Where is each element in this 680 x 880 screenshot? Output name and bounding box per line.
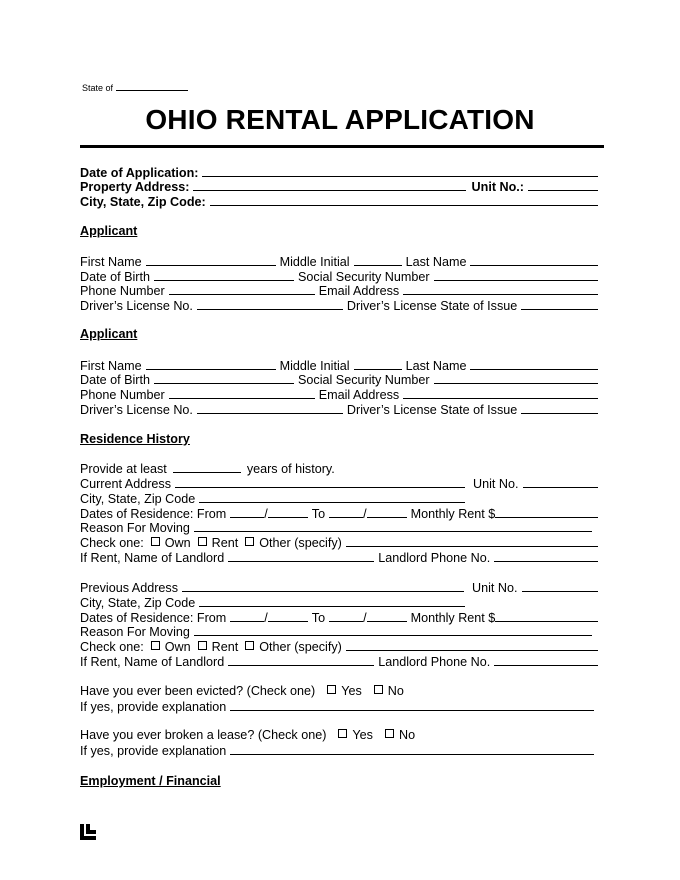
applicant-1-license-row (80, 298, 598, 314)
current-landlord-name-field[interactable] (228, 550, 374, 562)
broken-lease-no-checkbox[interactable] (385, 729, 394, 738)
current-own-checkbox[interactable] (151, 537, 160, 546)
eviction-explain-field[interactable] (230, 699, 594, 711)
current-address-row (80, 476, 598, 492)
previous-to-year-field[interactable] (367, 610, 407, 622)
phone-label: Phone Number (80, 284, 165, 298)
phone-label: Phone Number (80, 388, 165, 402)
previous-monthly-rent-field[interactable] (495, 610, 598, 622)
applicant-1-heading: Applicant (80, 224, 138, 238)
state-of-blank[interactable] (116, 82, 188, 91)
license-label: Driver’s License No. (80, 299, 193, 313)
applicant-2-dob-field[interactable] (154, 372, 294, 384)
to-label: To (311, 611, 326, 625)
property-address-field[interactable] (193, 179, 465, 191)
email-label: Email Address (318, 388, 400, 402)
eviction-explain-label: If yes, provide explanation (80, 700, 227, 714)
property-city-field[interactable] (210, 194, 598, 206)
applicant-2-email-field[interactable] (403, 387, 598, 399)
provide-prefix: Provide at least (80, 462, 167, 476)
eviction-yes-label: Yes (341, 684, 362, 698)
current-other-field[interactable] (346, 535, 598, 547)
previous-city-field[interactable] (199, 595, 465, 607)
broken-lease-question: Have you ever broken a lease? (Check one) (80, 728, 327, 742)
current-to-month-field[interactable] (329, 506, 363, 518)
current-landlord-row (80, 550, 598, 566)
state-of-label: State of (82, 83, 114, 93)
ssn-label: Social Security Number (298, 270, 430, 284)
previous-from-month-field[interactable] (230, 610, 264, 622)
license-state-label: Driver’s License State of Issue (346, 299, 518, 313)
applicant-1-name-row (80, 254, 598, 270)
applicant-1-phone-row (80, 283, 598, 299)
license-state-label: Driver’s License State of Issue (346, 403, 518, 417)
current-unit-field[interactable] (523, 476, 599, 488)
property-unit-label: Unit No.: (471, 180, 524, 194)
reason-label: Reason For Moving (80, 521, 190, 535)
property-address-label: Property Address: (80, 180, 190, 194)
previous-from-year-field[interactable] (268, 610, 308, 622)
current-check-row (80, 535, 598, 551)
eviction-explain-row (80, 699, 598, 715)
previous-check-row (80, 639, 598, 655)
dates-from-label: Dates of Residence: From (80, 507, 227, 521)
current-city-row (80, 491, 598, 507)
current-city-field[interactable] (199, 491, 465, 503)
applicant-1-last-name-field[interactable] (470, 254, 598, 266)
slash: / (363, 611, 367, 625)
residence-history-heading: Residence History (80, 432, 190, 446)
current-rent-checkbox[interactable] (198, 537, 207, 546)
broken-lease-explain-row (80, 743, 598, 759)
previous-address-label: Previous Address (80, 581, 179, 595)
previous-city-row (80, 595, 598, 611)
first-name-label: First Name (80, 255, 142, 269)
title-divider (80, 145, 604, 148)
previous-unit-field[interactable] (522, 580, 598, 592)
landlord-phone-label: Landlord Phone No. (378, 551, 491, 565)
applicant-2-ssn-field[interactable] (434, 372, 598, 384)
last-name-label: Last Name (405, 255, 467, 269)
eviction-question: Have you ever been evicted? (Check one) (80, 684, 316, 698)
applicant-2-heading: Applicant (80, 327, 138, 341)
other-label: Other (specify) (259, 536, 342, 550)
current-landlord-phone-field[interactable] (494, 550, 598, 562)
years-of-history-field[interactable] (173, 461, 241, 473)
current-monthly-rent-field[interactable] (495, 506, 598, 518)
previous-reason-field[interactable] (194, 624, 592, 636)
unit-label: Unit No. (472, 581, 518, 595)
slash: / (363, 507, 367, 521)
city-label: City, State, Zip Code (80, 492, 196, 506)
provide-suffix: years of history. (246, 462, 335, 476)
state-of-field (82, 82, 188, 93)
broken-lease-no-label: No (398, 728, 416, 742)
dob-label: Date of Birth (80, 373, 150, 387)
previous-rent-checkbox[interactable] (198, 641, 207, 650)
reason-label: Reason For Moving (80, 625, 190, 639)
rent-label: Rent (211, 536, 239, 550)
current-from-month-field[interactable] (230, 506, 264, 518)
first-name-label: First Name (80, 359, 142, 373)
current-reason-row (80, 520, 598, 536)
applicant-2-license-state-field[interactable] (521, 402, 598, 414)
monthly-rent-label: Monthly Rent $ (410, 611, 496, 625)
check-one-label: Check one: (80, 536, 144, 550)
previous-own-checkbox[interactable] (151, 641, 160, 650)
landlord-name-label: If Rent, Name of Landlord (80, 551, 225, 565)
applicant-1-phone-field[interactable] (169, 283, 315, 295)
previous-address-row (80, 580, 598, 596)
slash: / (264, 611, 268, 625)
previous-other-field[interactable] (346, 639, 598, 651)
check-one-label: Check one: (80, 640, 144, 654)
previous-landlord-row (80, 654, 598, 670)
applicant-2-phone-field[interactable] (169, 387, 315, 399)
previous-to-month-field[interactable] (329, 610, 363, 622)
applicant-1-ssn-field[interactable] (434, 269, 598, 281)
last-name-label: Last Name (405, 359, 467, 373)
own-label: Own (164, 640, 191, 654)
applicant-2-license-row (80, 402, 598, 418)
broken-lease-yes-label: Yes (352, 728, 373, 742)
applicant-2-dob-row (80, 372, 598, 388)
employment-financial-heading: Employment / Financial (80, 774, 221, 788)
property-address-row (80, 179, 598, 195)
broken-lease-question-row (80, 728, 598, 743)
years-of-history-row (80, 461, 598, 477)
applicant-2-phone-row (80, 387, 598, 403)
landlord-name-label: If Rent, Name of Landlord (80, 655, 225, 669)
current-address-label: Current Address (80, 477, 171, 491)
current-other-checkbox[interactable] (245, 537, 254, 546)
applicant-2-last-name-field[interactable] (470, 358, 598, 370)
applicant-2-middle-initial-field[interactable] (354, 358, 402, 370)
monthly-rent-label: Monthly Rent $ (410, 507, 496, 521)
to-label: To (311, 507, 326, 521)
previous-address-field[interactable] (182, 580, 464, 592)
broken-lease-explain-field[interactable] (230, 743, 594, 755)
property-unit-field[interactable] (528, 179, 598, 191)
eviction-no-label: No (387, 684, 404, 698)
landlord-phone-label: Landlord Phone No. (378, 655, 491, 669)
property-city-row (80, 194, 598, 210)
current-reason-field[interactable] (194, 520, 592, 532)
previous-other-checkbox[interactable] (245, 641, 254, 650)
current-to-year-field[interactable] (367, 506, 407, 518)
brand-logo-icon (80, 824, 96, 840)
applicant-1-middle-initial-field[interactable] (354, 254, 402, 266)
current-address-field[interactable] (175, 476, 465, 488)
applicant-1-dob-field[interactable] (154, 269, 294, 281)
slash: / (264, 507, 268, 521)
applicant-2-first-name-field[interactable] (146, 358, 276, 370)
current-from-year-field[interactable] (268, 506, 308, 518)
dob-label: Date of Birth (80, 270, 150, 284)
date-of-application-field[interactable] (202, 165, 598, 177)
applicant-1-license-state-field[interactable] (521, 298, 598, 310)
page-title: OHIO RENTAL APPLICATION (145, 104, 535, 135)
middle-initial-label: Middle Initial (279, 255, 350, 269)
dates-from-label: Dates of Residence: From (80, 611, 227, 625)
previous-landlord-name-field[interactable] (228, 654, 374, 666)
city-label: City, State, Zip Code (80, 596, 196, 610)
rent-label: Rent (211, 640, 239, 654)
email-label: Email Address (318, 284, 400, 298)
own-label: Own (164, 536, 191, 550)
property-city-label: City, State, Zip Code: (80, 195, 206, 209)
applicant-2-license-field[interactable] (197, 402, 343, 414)
previous-reason-row (80, 624, 598, 640)
eviction-question-row (80, 684, 598, 699)
applicant-1-first-name-field[interactable] (146, 254, 276, 266)
previous-landlord-phone-field[interactable] (494, 654, 598, 666)
broken-lease-explain-label: If yes, provide explanation (80, 744, 227, 758)
other-label: Other (specify) (259, 640, 342, 654)
broken-lease-yes-checkbox[interactable] (338, 729, 347, 738)
license-label: Driver’s License No. (80, 403, 193, 417)
date-of-application-label: Date of Application: (80, 166, 199, 180)
applicant-1-email-field[interactable] (403, 283, 598, 295)
applicant-1-license-field[interactable] (197, 298, 343, 310)
middle-initial-label: Middle Initial (279, 359, 350, 373)
eviction-yes-checkbox[interactable] (327, 685, 336, 694)
ssn-label: Social Security Number (298, 373, 430, 387)
unit-label: Unit No. (473, 477, 519, 491)
eviction-no-checkbox[interactable] (374, 685, 383, 694)
